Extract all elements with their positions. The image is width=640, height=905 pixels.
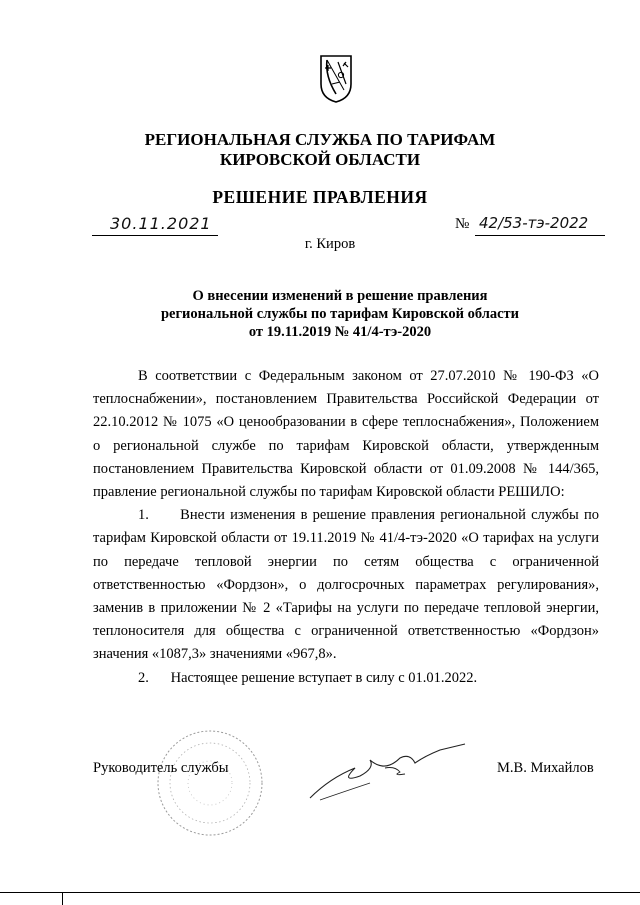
document-type: РЕШЕНИЕ ПРАВЛЕНИЯ [212, 187, 428, 207]
kirov-coat-of-arms-icon [318, 54, 354, 104]
document-date: 30.11.2021 [92, 214, 218, 236]
handwritten-signature [300, 738, 470, 808]
item-1-paragraph: 1. Внести изменения в решение правления региональной службы по тарифам Кировской области от 19.11.2019 № 41/4-тэ-2020 «О тарифах на услуги по передаче тепловой энергии по сетям общества с ограниченной ответственностью «Фордзон», о долгосрочных параметрах регулирования», заменив в приложении № 2 «Тарифы на услуги по передаче тепловой энергии, теплоносителя для общества с ограниченной ответственностью «Фордзон» значения «1087,3» значениями «967,8». [93, 507, 599, 663]
organization-name-line1: РЕГИОНАЛЬНАЯ СЛУЖБА ПО ТАРИФАМ [144, 130, 496, 149]
subject-line2: региональной службы по тарифам Кировской области [160, 306, 520, 322]
footer-divider [0, 892, 640, 893]
footer-tick-mark [62, 892, 63, 905]
organization-name [0, 130, 640, 170]
number-value: 42/53-тэ-2022 [475, 214, 605, 236]
subject-line1: О внесении изменений в решение правления [192, 288, 488, 304]
preamble-paragraph: В соответствии с Федеральным законом от 27.07.2010 № 190-ФЗ «О теплоснабжении», постановлением Правительства Российской Федерации от 22.10.2012 № 1075 «О ценообразовании в сфере теплоснабжения», Положением о региональной службе по тарифам Кировской области, утвержденным постановлением Правительства Кировской области от 01.09.2008 № 144/365, правление региональной службы по тарифам Кировской области РЕШИЛО: [93, 368, 599, 501]
organization-name-line2: КИРОВСКОЙ ОБЛАСТИ [219, 150, 421, 169]
subject-line3: от 19.11.2019 № 41/4-тэ-2020 [248, 324, 432, 340]
signatory-name: М.В. Михайлов [497, 760, 594, 776]
document-number [455, 214, 605, 236]
city: г. Киров [304, 236, 356, 252]
item-2-paragraph: 2. Настоящее решение вступает в силу с 01.01.2022. [138, 669, 478, 686]
document-subject [150, 287, 530, 341]
signatory-position: Руководитель службы [93, 760, 229, 776]
document-body [93, 365, 599, 690]
official-seal-stamp [155, 728, 265, 838]
number-sign: № [455, 216, 470, 232]
